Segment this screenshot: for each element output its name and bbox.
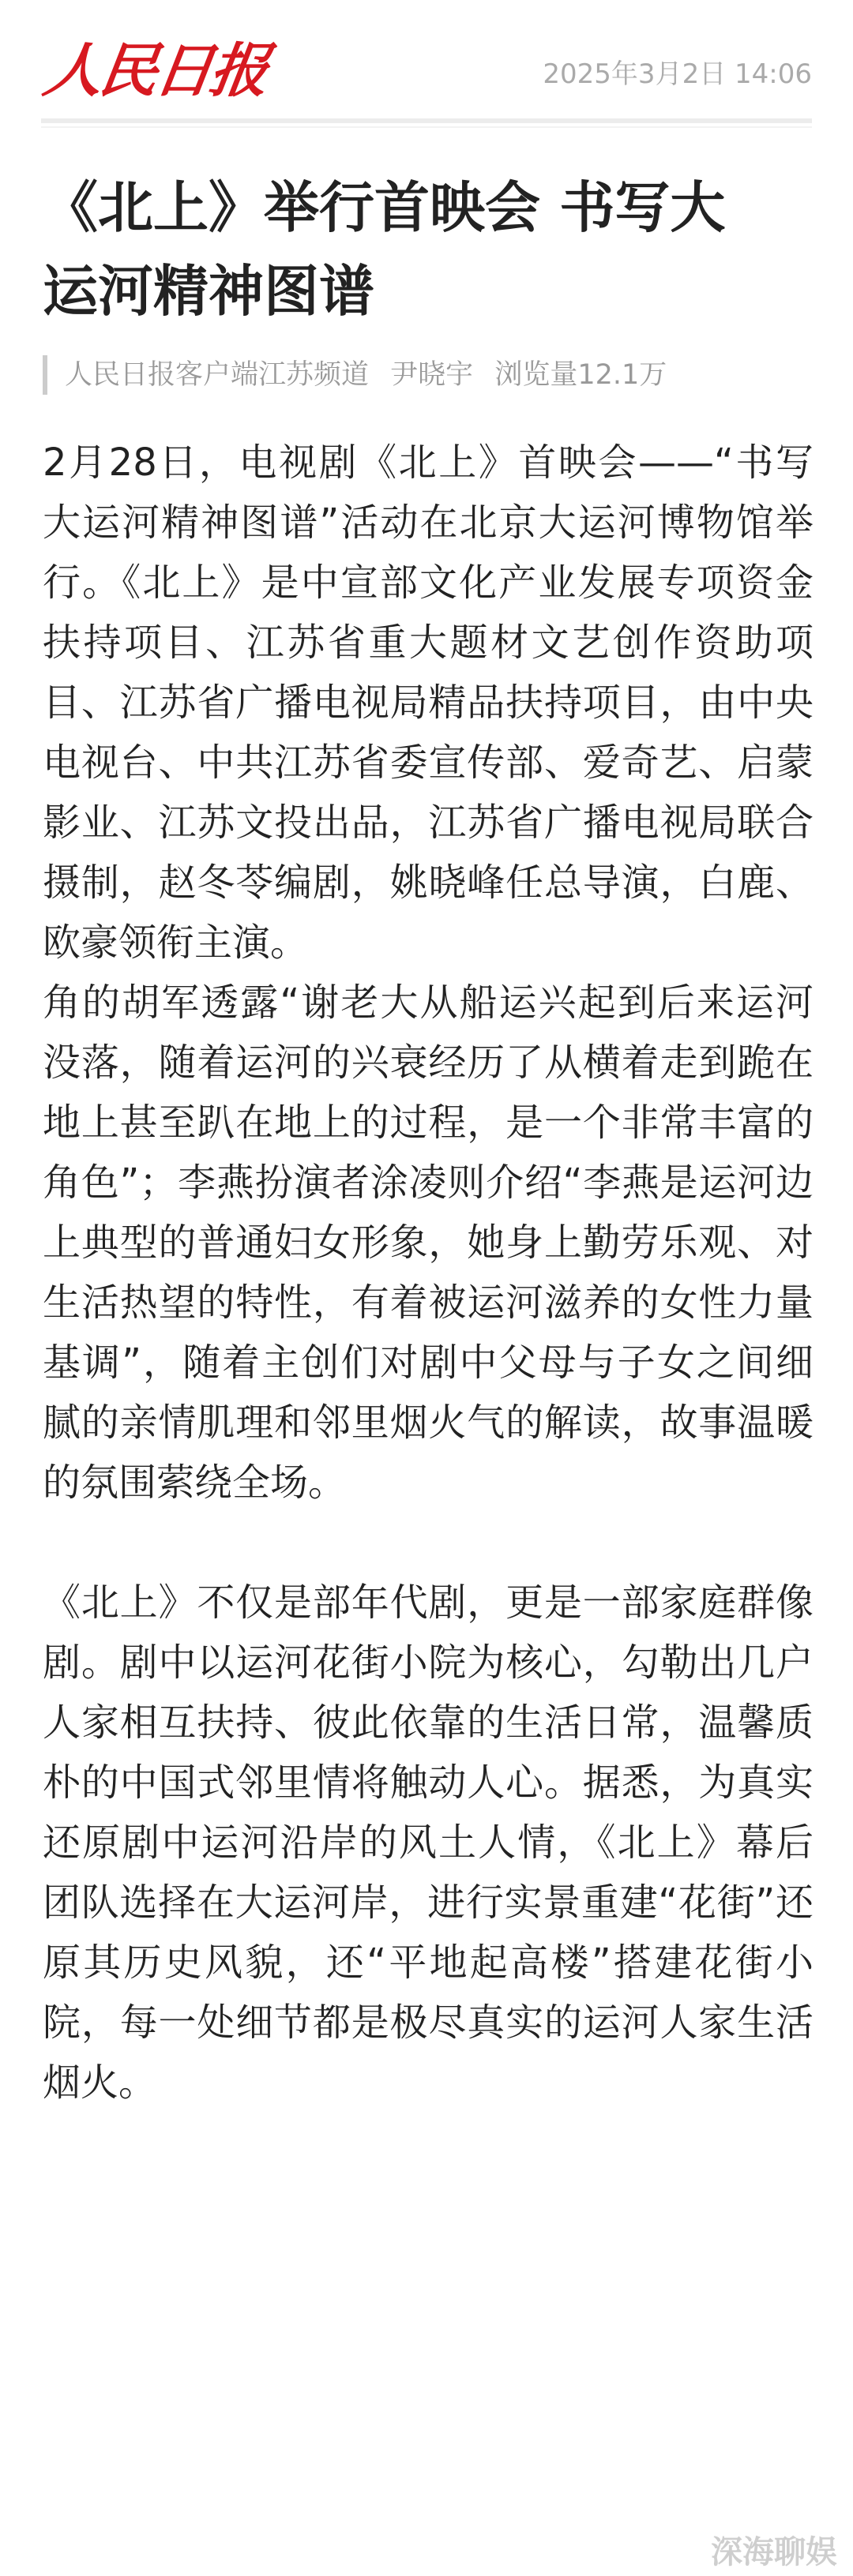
header-divider-thin xyxy=(41,126,812,128)
publish-date: 2025年3月2日 14:06 xyxy=(543,58,812,90)
article-meta xyxy=(43,355,679,395)
article-title: 《北上》举行首映会 书写大 运河精神图谱 xyxy=(43,175,726,324)
article-body xyxy=(43,433,814,2113)
meta-source: 人民日报客户端江苏频道 xyxy=(65,359,370,391)
header-divider xyxy=(41,118,812,123)
page-header xyxy=(41,32,812,118)
article-paragraph: 角的胡军透露“谢老大从船运兴起到后来运河没落，随着运河的兴衰经历了从横着走到跪在地上甚至趴在地上的过程，是一个非常丰富的角色”；李燕扮演者涂凌则介绍“李燕是运河边上典型的普通妇女形象，她身上勤劳乐观、对生活热望的特性，有着被运河滋养的女性力量基调”，随着主创们对剧中父母与子女之间细腻的亲情肌理和邻里烟火气的解读，故事温暖的氛围萦绕全场。 xyxy=(43,981,814,1505)
article-paragraph: 《北上》不仅是部年代剧，更是一部家庭群像剧。剧中以运河花街小院为核心，勾勒出几户人家相互扶持、彼此依靠的生活日常，温馨质朴的中国式邻里情将触动人心。据悉，为真实还原剧中运河沿岸的风土人情，《北上》幕后团队选择在大运河岸，进行实景重建“花街”还原其历史风貌，还“平地起高楼”搭建花街小院，每一处细节都是极尽真实的运河人家生活烟火。 xyxy=(43,1580,814,2105)
watermark: 深海聊娱 xyxy=(711,2534,837,2570)
article-paragraph: 2月28日，电视剧《北上》首映会——“书写大运河精神图谱”活动在北京大运河博物馆举行。《北上》是中宣部文化产业发展专项资金扶持项目、江苏省重大题材文艺创作资助项目、江苏省广播电视局精品扶持项目，由中央电视台、中共江苏省委宣传部、爱奇艺、启蒙影业、江苏文投出品，江苏省广播电视局联合摄制，赵冬苓编剧，姚晓峰任总导演，白鹿、欧豪领衔主演。 xyxy=(43,441,814,965)
meta-views: 浏览量12.1万 xyxy=(494,359,667,391)
peoples-daily-logo: 人民日报 xyxy=(39,37,271,105)
meta-author: 尹晓宇 xyxy=(390,359,474,391)
